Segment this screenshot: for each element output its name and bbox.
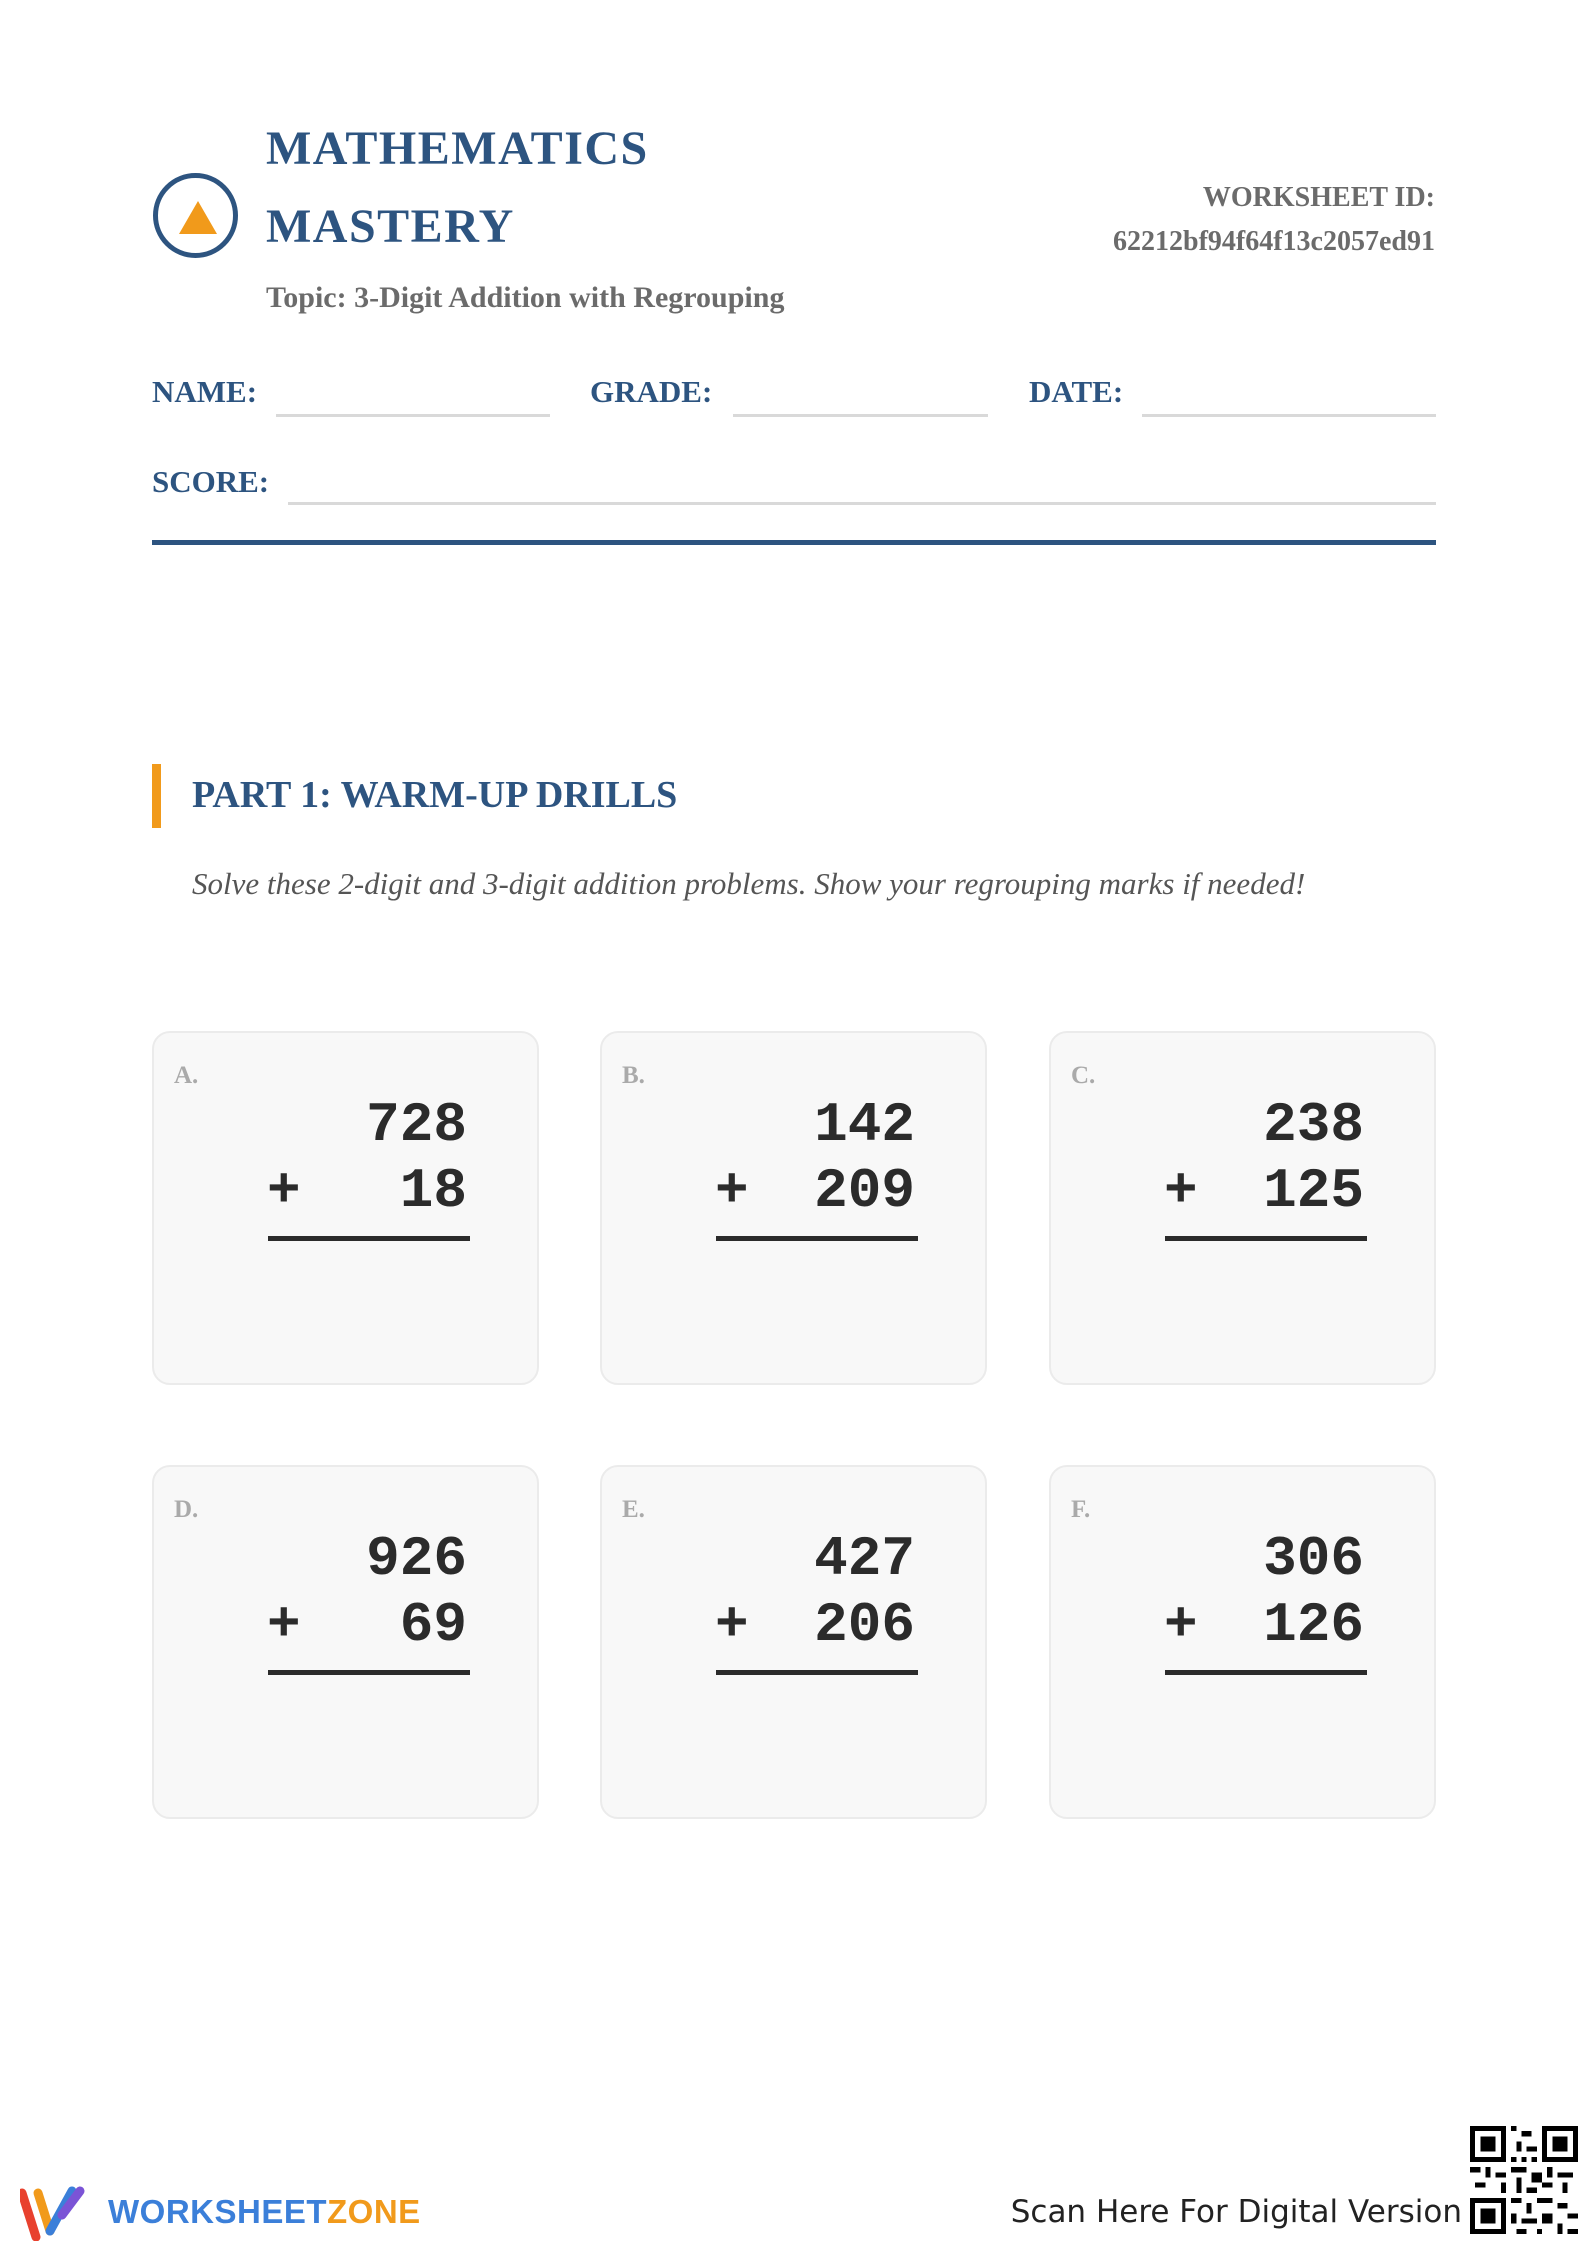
brand-name-part-1: WORKSHEET bbox=[108, 2193, 327, 2230]
problem-bottom-number: 209 bbox=[814, 1159, 915, 1223]
problem-card-c bbox=[1049, 1031, 1436, 1385]
problem-card-f bbox=[1049, 1465, 1436, 1819]
plus-operator: + bbox=[1164, 1593, 1198, 1657]
grade-field[interactable] bbox=[733, 414, 988, 417]
triangle-icon bbox=[179, 201, 217, 234]
problem-card-a bbox=[152, 1031, 539, 1385]
problem-card-b bbox=[600, 1031, 987, 1385]
answer-line bbox=[1165, 1670, 1367, 1675]
problem-top-number: 926 bbox=[366, 1527, 467, 1591]
brand-name-part-2: ZONE bbox=[327, 2193, 421, 2230]
answer-line bbox=[268, 1236, 470, 1241]
problem-letter: F. bbox=[1071, 1496, 1091, 1523]
score-field[interactable] bbox=[288, 502, 1436, 505]
name-field[interactable] bbox=[276, 414, 550, 417]
date-label: DATE: bbox=[1029, 374, 1124, 409]
brand-name bbox=[108, 2192, 421, 2232]
problem-card-d bbox=[152, 1465, 539, 1819]
problem-letter: D. bbox=[174, 1496, 199, 1523]
problem-bottom-number: 125 bbox=[1263, 1159, 1364, 1223]
problem-top-number: 238 bbox=[1263, 1093, 1364, 1157]
problem-top-number: 728 bbox=[366, 1093, 467, 1157]
problem-top-number: 306 bbox=[1263, 1527, 1364, 1591]
logo-badge bbox=[153, 173, 238, 258]
problem-letter: A. bbox=[174, 1062, 199, 1089]
section-title: PART 1: WARM-UP DRILLS bbox=[192, 774, 678, 816]
problem-card-e bbox=[600, 1465, 987, 1819]
plus-operator: + bbox=[267, 1159, 301, 1223]
topic-text: Topic: 3-Digit Addition with Regrouping bbox=[266, 281, 785, 314]
section-instructions: Solve these 2-digit and 3-digit addition problems. Show your regrouping marks if needed! bbox=[192, 866, 1306, 901]
name-label: NAME: bbox=[152, 374, 258, 409]
title-line-2: MASTERY bbox=[266, 200, 515, 253]
scan-instruction: Scan Here For Digital Version bbox=[1010, 2194, 1462, 2230]
score-label: SCORE: bbox=[152, 464, 270, 499]
problem-bottom-number: 206 bbox=[814, 1593, 915, 1657]
problem-bottom-number: 126 bbox=[1263, 1593, 1364, 1657]
plus-operator: + bbox=[715, 1593, 749, 1657]
worksheet-id-block bbox=[1113, 176, 1435, 264]
worksheet-title bbox=[266, 110, 826, 266]
problem-letter: B. bbox=[622, 1062, 645, 1089]
title-line-1: MATHEMATICS bbox=[266, 122, 649, 175]
worksheet-id-label: WORKSHEET ID: bbox=[1202, 182, 1435, 213]
header-divider bbox=[152, 540, 1436, 545]
plus-operator: + bbox=[1164, 1159, 1198, 1223]
grade-label: GRADE: bbox=[590, 374, 713, 409]
qr-code-icon[interactable] bbox=[1470, 2126, 1578, 2234]
answer-line bbox=[268, 1670, 470, 1675]
worksheet-id-value: 62212bf94f64f13c2057ed91 bbox=[1113, 226, 1435, 257]
answer-line bbox=[1165, 1236, 1367, 1241]
section-accent-bar bbox=[152, 764, 161, 828]
problem-letter: E. bbox=[622, 1496, 645, 1523]
date-field[interactable] bbox=[1142, 414, 1436, 417]
plus-operator: + bbox=[715, 1159, 749, 1223]
plus-operator: + bbox=[267, 1593, 301, 1657]
problem-top-number: 142 bbox=[814, 1093, 915, 1157]
problem-top-number: 427 bbox=[814, 1527, 915, 1591]
problem-letter: C. bbox=[1071, 1062, 1096, 1089]
problem-bottom-number: 18 bbox=[399, 1159, 467, 1223]
answer-line bbox=[716, 1236, 918, 1241]
answer-line bbox=[716, 1670, 918, 1675]
problem-bottom-number: 69 bbox=[399, 1593, 467, 1657]
worksheetzone-logo-icon bbox=[20, 2185, 100, 2241]
